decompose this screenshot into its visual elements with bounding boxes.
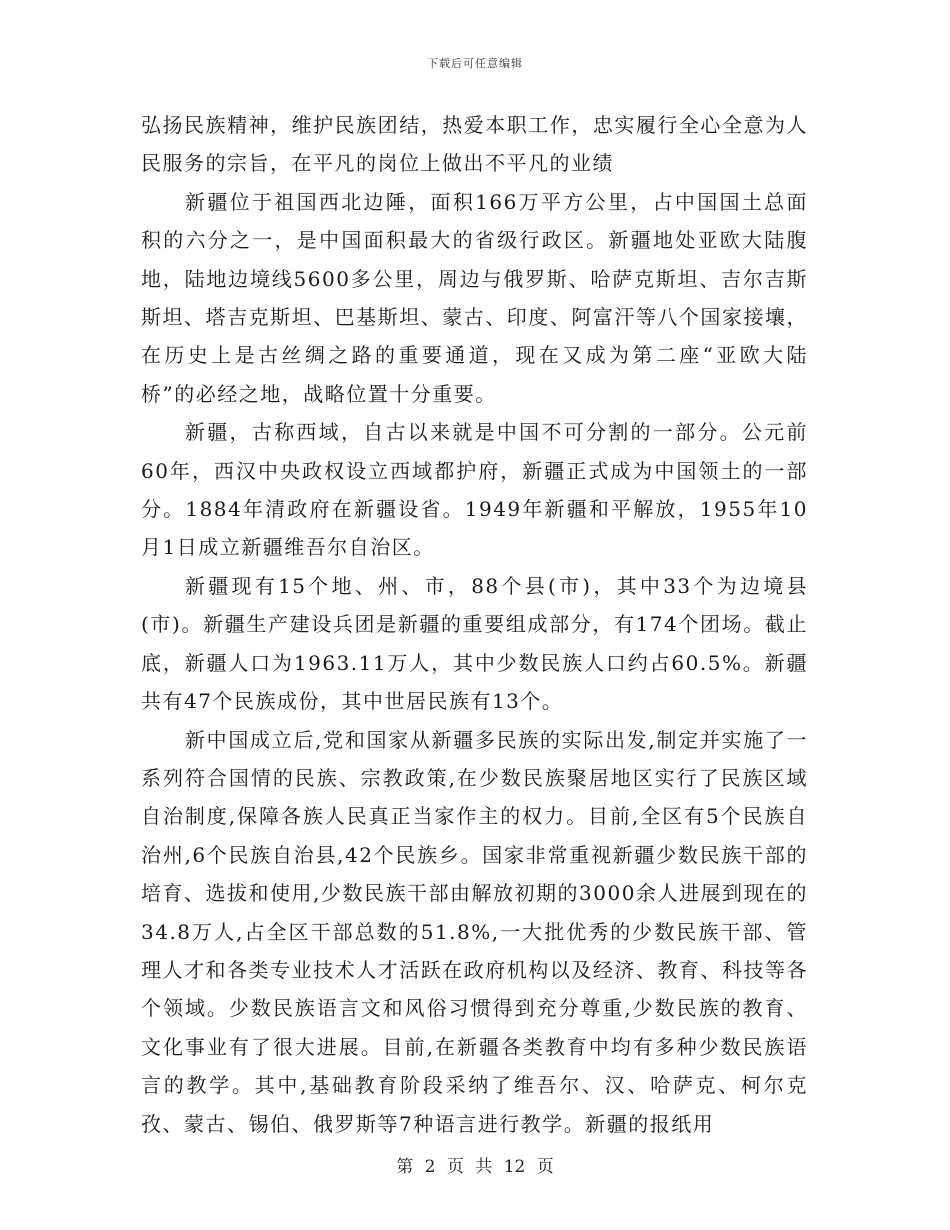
paragraph-geography: 新疆位于祖国西北边陲，面积166万平方公里，占中国国土总面积的六分之一，是中国面积最大的省级行政区。新疆地处亚欧大陆腹地，陆地边境线5600多公里，周边与俄罗斯、哈萨克斯坦、吉尔吉斯斯坦、塔吉克斯坦、巴基斯坦、蒙古、印度、阿富汗等八个国家接壤，在历史上是古丝绸之路的重要通道，现在又成为第二座“亚欧大陆桥”的必经之地，战略位置十分重要。 bbox=[141, 189, 808, 406]
document-body bbox=[141, 106, 808, 1143]
page-number: 第 2 页 共 12 页 bbox=[396, 1157, 554, 1177]
paragraph-intro: 弘扬民族精神，维护民族团结，热爱本职工作，忠实履行全心全意为人民服务的宗旨，在平凡的岗位上做出不平凡的业绩 bbox=[141, 113, 808, 176]
paragraph-administration: 新疆现有15个地、州、市，88个县(市)，其中33个为边境县(市)。新疆生产建设兵团是新疆的重要组成部分，有174个团场。截止底，新疆人口为1963.11万人，其中少数民族人口约占60.5%。新疆共有47个民族成份，其中世居民族有13个。 bbox=[141, 573, 808, 714]
header-note: 下载后可任意编辑 bbox=[427, 57, 523, 70]
paragraph-ethnic-policy: 新中国成立后,党和国家从新疆多民族的实际出发,制定并实施了一系列符合国情的民族、宗教政策,在少数民族聚居地区实行了民族区域自治制度,保障各族人民真正当家作主的权力。目前,全区有5个民族自治州,6个民族自治县,42个民族乡。国家非常重视新疆少数民族干部的培育、选拔和使用,少数民族干部由解放初期的3000余人进展到现在的34.8万人,占全区干部总数的51.8%,一大批优秀的少数民族干部、管理人才和各类专业技术人才活跃在政府机构以及经济、教育、科技等各个领域。少数民族语言文和风俗习惯得到充分尊重,少数民族的教育、文化事业有了很大进展。目前,在新疆各类教育中均有多种少数民族语言的教学。其中,基础教育阶段采纳了维吾尔、汉、哈萨克、柯尔克孜、蒙古、锡伯、俄罗斯等7种语言进行教学。新疆的报纸用 bbox=[141, 727, 808, 1136]
paragraph-history: 新疆，古称西域，自古以来就是中国不可分割的一部分。公元前60年，西汉中央政权设立西域都护府，新疆正式成为中国领土的一部分。1884年清政府在新疆设省。1949年新疆和平解放，1955年10月1日成立新疆维吾尔自治区。 bbox=[141, 420, 808, 560]
